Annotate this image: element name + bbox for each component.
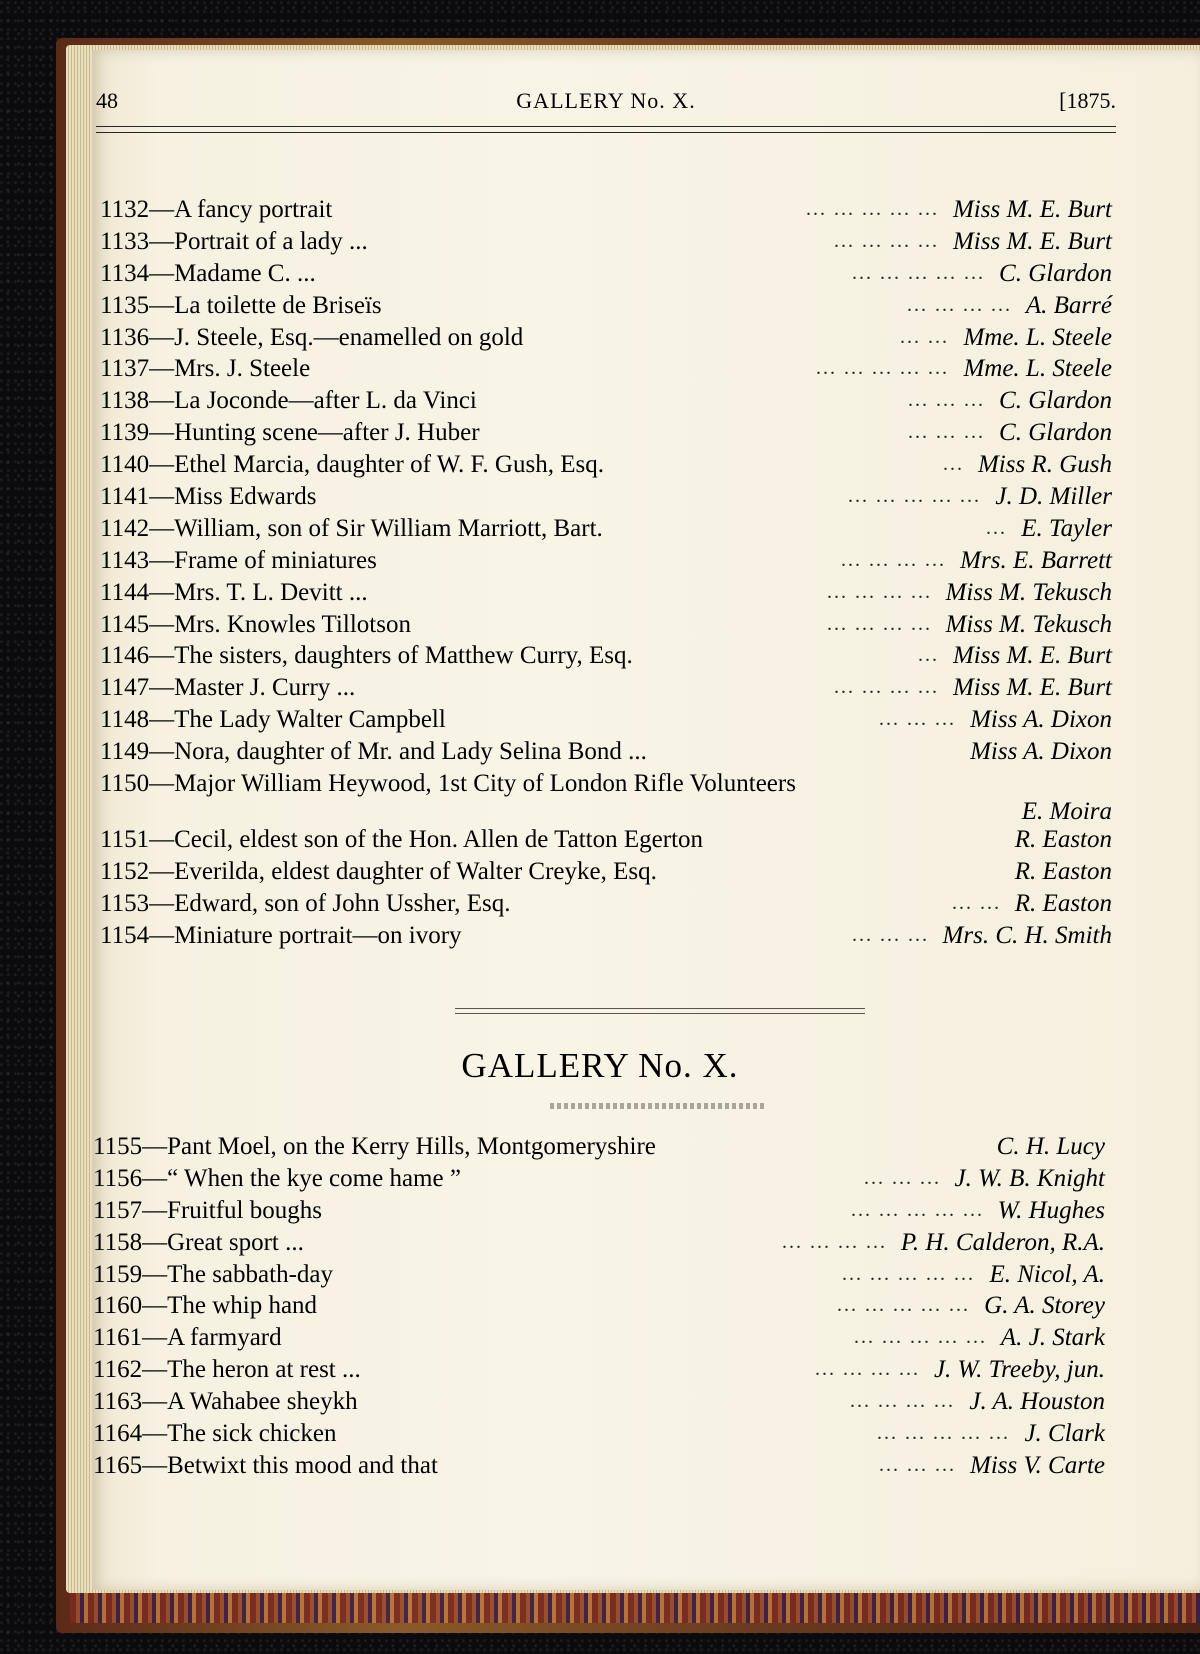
entry-artist: Miss M. Tekusch bbox=[945, 578, 1112, 606]
entry-number: 1141 bbox=[100, 483, 150, 511]
entry-number-title bbox=[100, 481, 316, 513]
entry-number-title bbox=[100, 258, 316, 290]
entry-artist: E. Nicol, A. bbox=[989, 1260, 1105, 1288]
entry-artist: J. A. Houston bbox=[969, 1388, 1105, 1416]
page-title: GALLERY No. X. bbox=[516, 88, 696, 113]
entry-artist: G. A. Storey bbox=[984, 1292, 1105, 1320]
catalogue-entry bbox=[100, 609, 1112, 641]
entry-title: —Miniature portrait—on ivory bbox=[149, 921, 462, 949]
entry-number-title bbox=[100, 856, 657, 888]
entry-artist: J. W. Treeby, jun. bbox=[933, 1356, 1105, 1384]
entry-number: 1135 bbox=[100, 291, 150, 319]
leader-dots: ... ... ... ... ... bbox=[851, 1198, 984, 1221]
entry-number-title bbox=[93, 1259, 333, 1291]
header-rule bbox=[96, 126, 1116, 133]
entry-title: —Portrait of a lady ... bbox=[149, 227, 368, 255]
entry-number-title bbox=[100, 824, 703, 856]
entry-number: 1162 bbox=[93, 1356, 143, 1384]
catalogue-entry bbox=[100, 322, 1112, 354]
catalogue-list-bottom bbox=[93, 1131, 1105, 1482]
catalogue-entry bbox=[100, 824, 1112, 856]
catalogue-entry bbox=[93, 1450, 1105, 1482]
catalogue-entry bbox=[100, 353, 1112, 385]
entry-artist: W. Hughes bbox=[997, 1196, 1105, 1224]
entry-number: 1143 bbox=[100, 546, 150, 574]
entry-title: —A Wahabee sheykh bbox=[142, 1388, 358, 1416]
entry-title: —Great sport ... bbox=[142, 1228, 304, 1256]
catalogue-entry bbox=[100, 920, 1112, 952]
entry-title: —Master J. Curry ... bbox=[149, 674, 356, 702]
entry-number-title bbox=[93, 1131, 656, 1163]
entry-number-title bbox=[93, 1354, 361, 1386]
entry-number: 1133 bbox=[100, 227, 150, 255]
entry-title: —A farmyard bbox=[142, 1324, 282, 1352]
leader-dots: ... ... ... ... bbox=[827, 580, 932, 603]
leader-dots: ... ... ... ... ... bbox=[806, 198, 939, 220]
entry-number: 1155 bbox=[93, 1133, 143, 1160]
entry-number: 1158 bbox=[93, 1228, 143, 1256]
entry-artist: Miss M. Tekusch bbox=[945, 610, 1112, 638]
entry-title: —Mrs. Knowles Tillotson bbox=[149, 610, 411, 638]
entry-number: 1165 bbox=[93, 1451, 143, 1479]
catalogue-entry bbox=[100, 513, 1112, 545]
catalogue-entry bbox=[93, 1386, 1105, 1418]
entry-number-title bbox=[93, 1227, 304, 1259]
entry-title: —Mrs. T. L. Devitt ... bbox=[149, 578, 368, 606]
entry-artist: Mme. L. Steele bbox=[963, 355, 1112, 383]
entry-artist: P. H. Calderon, R.A. bbox=[900, 1228, 1105, 1256]
entry-number: 1152 bbox=[100, 857, 150, 885]
entry-artist: C. H. Lucy bbox=[996, 1133, 1105, 1160]
catalogue-entry bbox=[93, 1290, 1105, 1322]
entry-number-title bbox=[100, 385, 477, 417]
catalogue-entry bbox=[100, 768, 1112, 824]
entry-artist: A. J. Stark bbox=[1000, 1324, 1105, 1352]
entry-title: —Major William Heywood, 1st City of London Rifle Volunteers bbox=[149, 770, 796, 798]
entry-number: 1159 bbox=[93, 1260, 143, 1288]
catalogue-list-top bbox=[100, 194, 1112, 952]
leader-dots: ... bbox=[918, 644, 939, 667]
entry-title: —Fruitful boughs bbox=[142, 1196, 322, 1224]
entry-number: 1137 bbox=[100, 355, 150, 383]
entry-artist: C. Glardon bbox=[999, 259, 1112, 287]
leader-dots: ... ... bbox=[900, 325, 949, 348]
catalogue-entry bbox=[100, 888, 1112, 920]
leader-dots: ... ... ... ... ... bbox=[877, 1422, 1010, 1445]
leader-dots: ... ... ... ... bbox=[834, 676, 939, 699]
leader-dots: ... ... ... ... bbox=[827, 612, 932, 635]
entry-number-title bbox=[93, 1290, 317, 1322]
leader-dots: ... ... ... ... ... bbox=[854, 1326, 987, 1349]
entry-artist: Miss A. Dixon bbox=[970, 706, 1112, 734]
leader-dots: ... ... ... bbox=[908, 389, 985, 412]
leader-dots: ... ... ... ... ... bbox=[816, 357, 949, 380]
leader-dots: ... ... ... ... ... bbox=[837, 1294, 970, 1317]
entry-title: —Miss Edwards bbox=[149, 483, 317, 511]
entry-number: 1148 bbox=[100, 706, 150, 734]
entry-artist: J. Clark bbox=[1024, 1420, 1105, 1448]
leader-dots: ... ... ... bbox=[879, 1453, 956, 1476]
entry-artist: C. Glardon bbox=[999, 419, 1112, 447]
entry-title: —The sick chicken bbox=[142, 1420, 337, 1448]
entry-number: 1144 bbox=[100, 578, 150, 606]
leader-dots: ... ... ... ... ... bbox=[842, 1262, 975, 1285]
entry-title: —Cecil, eldest son of the Hon. Allen de Tatton Egerton bbox=[149, 826, 704, 854]
entry-number: 1164 bbox=[93, 1420, 143, 1448]
entry-number: 1156 bbox=[93, 1164, 143, 1192]
entry-title: —The Lady Walter Campbell bbox=[149, 706, 446, 734]
entry-number: 1157 bbox=[93, 1196, 143, 1224]
entry-artist: Miss M. E. Burt bbox=[952, 642, 1112, 670]
catalogue-entry bbox=[100, 672, 1112, 704]
running-head bbox=[96, 88, 1116, 128]
entry-artist: Miss M. E. Burt bbox=[952, 227, 1112, 255]
entry-number: 1161 bbox=[93, 1324, 143, 1352]
section-title: GALLERY No. X. bbox=[461, 1046, 739, 1085]
entry-number-title bbox=[100, 920, 462, 952]
entry-number: 1163 bbox=[93, 1388, 143, 1416]
entry-artist: Mrs. C. H. Smith bbox=[942, 921, 1112, 949]
catalogue-entry bbox=[100, 545, 1112, 577]
entry-number-title bbox=[100, 449, 604, 481]
entry-number-title bbox=[100, 640, 633, 672]
entry-title: —The sisters, daughters of Matthew Curry, Esq. bbox=[149, 642, 633, 670]
entry-artist: Miss A. Dixon bbox=[970, 738, 1112, 766]
entry-number-title bbox=[100, 704, 446, 736]
ornament-rule bbox=[550, 1103, 765, 1109]
catalogue-entry bbox=[93, 1418, 1105, 1450]
entry-number-title bbox=[93, 1322, 282, 1354]
entry-number-title bbox=[93, 1450, 438, 1482]
entry-number: 1153 bbox=[100, 889, 150, 917]
entry-number: 1145 bbox=[100, 610, 150, 638]
section-divider bbox=[455, 1008, 865, 1014]
entry-title: —Edward, son of John Ussher, Esq. bbox=[149, 889, 511, 917]
entry-number: 1160 bbox=[93, 1292, 143, 1320]
entry-title: —Ethel Marcia, daughter of W. F. Gush, Esq. bbox=[149, 451, 604, 479]
catalogue-entry bbox=[100, 385, 1112, 417]
entry-title: —“ When the kye come hame ” bbox=[142, 1164, 461, 1192]
entry-number: 1147 bbox=[100, 674, 150, 702]
entry-title: —Betwixt this mood and that bbox=[142, 1451, 438, 1479]
catalogue-entry bbox=[93, 1354, 1105, 1386]
entry-number-title bbox=[93, 1386, 358, 1418]
catalogue-entry bbox=[100, 226, 1112, 258]
entry-number-title bbox=[100, 353, 310, 385]
entry-number-title bbox=[100, 672, 355, 704]
entry-number: 1154 bbox=[100, 921, 150, 949]
catalogue-entry bbox=[100, 856, 1112, 888]
leader-dots: ... bbox=[986, 516, 1007, 539]
entry-artist: R. Easton bbox=[1014, 826, 1112, 854]
catalogue-entry bbox=[93, 1322, 1105, 1354]
leader-dots: ... ... ... ... bbox=[815, 1358, 920, 1381]
entry-number-title bbox=[100, 226, 368, 258]
entry-number-title bbox=[100, 322, 523, 354]
entry-number-title bbox=[100, 545, 377, 577]
entry-title: —A fancy portrait bbox=[149, 196, 333, 223]
entry-title: —J. Steele, Esq.—enamelled on gold bbox=[149, 323, 524, 351]
entry-number: 1142 bbox=[100, 514, 150, 542]
catalogue-entry bbox=[100, 481, 1112, 513]
entry-number-title bbox=[100, 888, 511, 920]
entry-number-title bbox=[100, 290, 382, 322]
entry-number: 1140 bbox=[100, 451, 150, 479]
entry-number: 1151 bbox=[100, 826, 150, 854]
leader-dots: ... ... ... ... ... bbox=[848, 485, 981, 508]
leader-dots: ... ... bbox=[952, 891, 1001, 914]
entry-artist: Mrs. E. Barrett bbox=[960, 546, 1112, 574]
entry-title: —The heron at rest ... bbox=[142, 1356, 361, 1384]
leader-dots: ... ... ... ... ... bbox=[852, 261, 985, 284]
entry-title: —La toilette de Briseïs bbox=[149, 291, 382, 319]
entry-number-title bbox=[100, 417, 480, 449]
entry-number: 1136 bbox=[100, 323, 150, 351]
entry-title: —Everilda, eldest daughter of Walter Creyke, Esq. bbox=[149, 857, 657, 885]
leader-dots: ... bbox=[943, 453, 964, 476]
catalogue-entry bbox=[93, 1131, 1105, 1163]
entry-number-title bbox=[93, 1163, 461, 1195]
catalogue-entry bbox=[93, 1195, 1105, 1227]
entry-title: —William, son of Sir William Marriott, Bart. bbox=[149, 514, 603, 542]
leader-dots: ... ... ... ... bbox=[850, 1390, 955, 1413]
entry-number: 1150 bbox=[100, 770, 150, 798]
entry-number-title bbox=[93, 1418, 336, 1450]
entry-artist: C. Glardon bbox=[999, 387, 1112, 415]
catalogue-entry bbox=[100, 704, 1112, 736]
entry-artist: R. Easton bbox=[1014, 889, 1112, 917]
entry-artist: A. Barré bbox=[1025, 291, 1112, 319]
leader-dots: ... ... ... bbox=[908, 421, 985, 444]
entry-number: 1146 bbox=[100, 642, 150, 670]
catalogue-entry bbox=[100, 640, 1112, 672]
leader-dots: ... ... ... bbox=[852, 923, 929, 946]
entry-title: —Madame C. ... bbox=[149, 259, 316, 287]
leader-dots: ... ... ... ... bbox=[907, 293, 1012, 316]
entry-artist: J. W. B. Knight bbox=[954, 1164, 1105, 1192]
entry-number-title bbox=[100, 609, 411, 641]
catalogue-entry bbox=[93, 1259, 1105, 1291]
leader-dots: ... ... ... ... bbox=[841, 548, 946, 571]
entry-artist: E. Moira bbox=[1021, 798, 1112, 826]
entry-title: —La Joconde—after L. da Vinci bbox=[149, 387, 477, 415]
entry-title: —Mrs. J. Steele bbox=[149, 355, 311, 383]
entry-number-title bbox=[100, 194, 332, 226]
entry-number: 1134 bbox=[100, 259, 150, 287]
entry-title: —Hunting scene—after J. Huber bbox=[149, 419, 480, 447]
entry-artist: Miss R. Gush bbox=[977, 451, 1112, 479]
catalogue-entry bbox=[100, 449, 1112, 481]
catalogue-entry bbox=[100, 417, 1112, 449]
entry-number-title bbox=[100, 768, 796, 800]
entry-artist: R. Easton bbox=[1014, 857, 1112, 885]
leader-dots: ... ... ... bbox=[864, 1166, 941, 1189]
entry-title: —Frame of miniatures bbox=[149, 546, 377, 574]
entry-artist: E. Tayler bbox=[1021, 514, 1112, 542]
entry-number: 1149 bbox=[100, 738, 150, 766]
entry-title: —The whip hand bbox=[142, 1292, 318, 1320]
leader-dots: ... ... ... bbox=[879, 708, 956, 731]
entry-artist: Miss M. E. Burt bbox=[952, 196, 1112, 223]
catalogue-entry bbox=[93, 1163, 1105, 1195]
leader-dots: ... ... ... ... bbox=[834, 229, 939, 252]
entry-title: —Nora, daughter of Mr. and Lady Selina Bond ... bbox=[149, 738, 647, 766]
entry-number: 1132 bbox=[100, 196, 150, 223]
entry-artist: Mme. L. Steele bbox=[963, 323, 1112, 351]
page-year: [1875. bbox=[1059, 88, 1116, 113]
entry-title: —The sabbath-day bbox=[142, 1260, 333, 1288]
entry-artist: J. D. Miller bbox=[995, 483, 1112, 511]
catalogue-entry bbox=[100, 736, 1112, 768]
catalogue-entry bbox=[100, 577, 1112, 609]
catalogue-entry bbox=[100, 290, 1112, 322]
entry-number-title bbox=[100, 736, 647, 768]
entry-artist: Miss M. E. Burt bbox=[952, 674, 1112, 702]
entry-title: —Pant Moel, on the Kerry Hills, Montgomeryshire bbox=[142, 1133, 656, 1160]
entry-number-title bbox=[100, 577, 368, 609]
entry-number: 1139 bbox=[100, 419, 150, 447]
entry-artist: Miss V. Carte bbox=[970, 1451, 1105, 1479]
catalogue-entry bbox=[93, 1227, 1105, 1259]
entry-number-title bbox=[100, 513, 603, 545]
catalogue-entry bbox=[100, 258, 1112, 290]
entry-number: 1138 bbox=[100, 387, 150, 415]
catalogue-entry bbox=[100, 194, 1112, 226]
entry-number-title bbox=[93, 1195, 322, 1227]
leader-dots: ... ... ... ... bbox=[782, 1230, 887, 1253]
page-number: 48 bbox=[96, 88, 118, 113]
